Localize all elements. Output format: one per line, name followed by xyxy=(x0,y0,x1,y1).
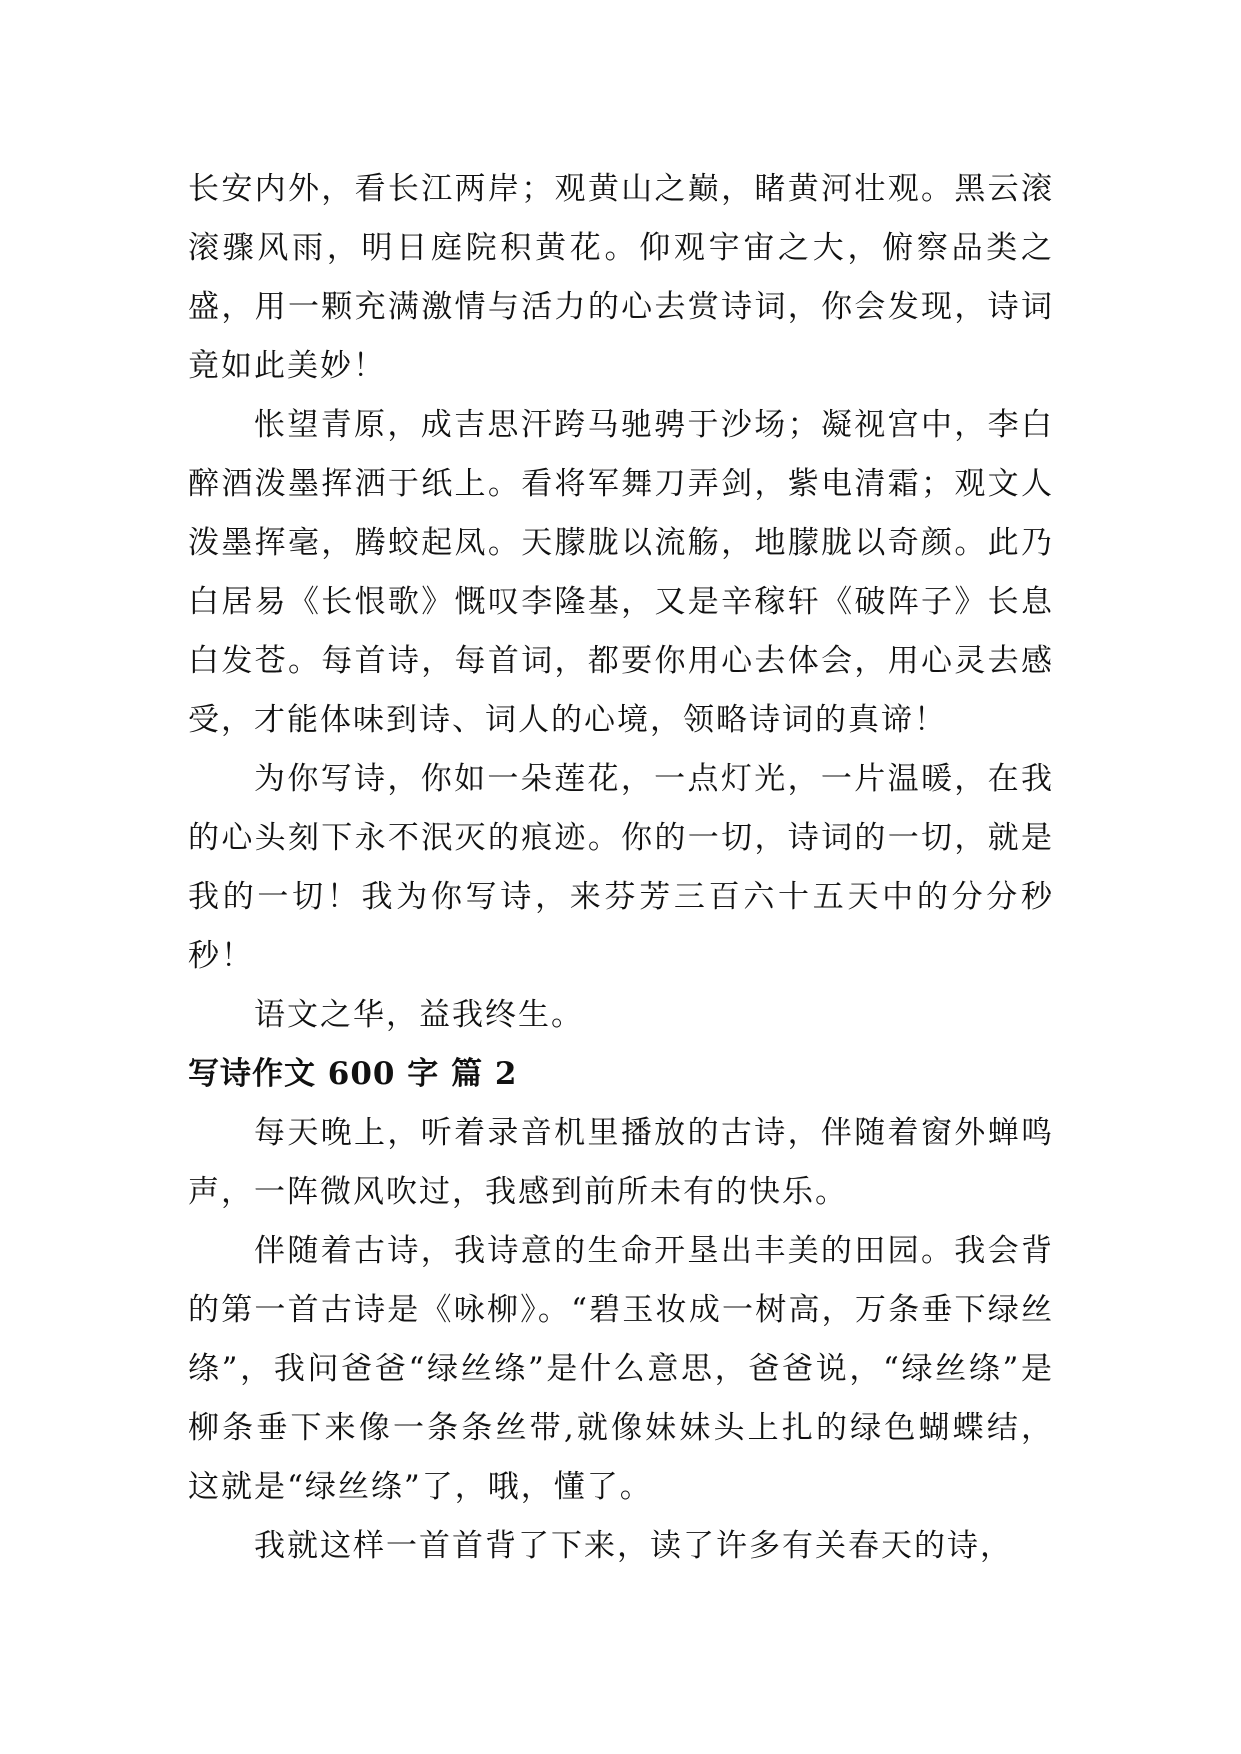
paragraph-2: 怅望青原，成吉思汗跨马驰骋于沙场；凝视宫中，李白醉酒泼墨挥洒于纸上。看将军舞刀弄剑，紫电清霜；观文人泼墨挥毫，腾蛟起凤。天朦胧以流觞，地朦胧以奇颜。此乃白居易《长恨歌》慨叹李隆基，又是辛稼轩《破阵子》长息白发苍。每首诗，每首词，都要你用心去体会，用心灵去感受，才能体味到诗、词人的心境，领略诗词的真谛！ xyxy=(188,407,1054,738)
paragraph-7: 我就这样一首首背了下来，读了许多有关春天的诗， xyxy=(254,1528,1013,1564)
paragraph-3: 为你写诗，你如一朵莲花，一点灯光，一片温暖，在我的心头刻下永不泯灭的痕迹。你的一切，诗词的一切，就是我的一切！我为你写诗，来芬芳三百六十五天中的分分秒秒！ xyxy=(188,761,1054,974)
document-page xyxy=(188,160,1054,1576)
paragraph-1: 长安内外，看长江两岸；观黄山之巅，睹黄河壮观。黑云滚滚骤风雨，明日庭院积黄花。仰观宇宙之大，俯察品类之盛，用一颗充满激情与活力的心去赏诗词，你会发现，诗词竟如此美妙！ xyxy=(188,171,1054,384)
paragraph-4: 语文之华，益我终生。 xyxy=(254,997,584,1033)
paragraph-6: 伴随着古诗，我诗意的生命开垦出丰美的田园。我会背的第一首古诗是《咏柳》。“碧玉妆成一树高，万条垂下绿丝绦”，我问爸爸“绿丝绦”是什么意思，爸爸说，“绿丝绦”是柳条垂下来像一条条丝带,就像妹妹头上扎的绿色蝴蝶结，这就是“绿丝绦”了，哦，懂了。 xyxy=(188,1233,1054,1505)
section-heading: 写诗作文 600 字 篇 2 xyxy=(188,1056,518,1092)
paragraph-5: 每天晚上，听着录音机里播放的古诗，伴随着窗外蝉鸣声，一阵微风吹过，我感到前所未有的快乐。 xyxy=(188,1115,1054,1210)
